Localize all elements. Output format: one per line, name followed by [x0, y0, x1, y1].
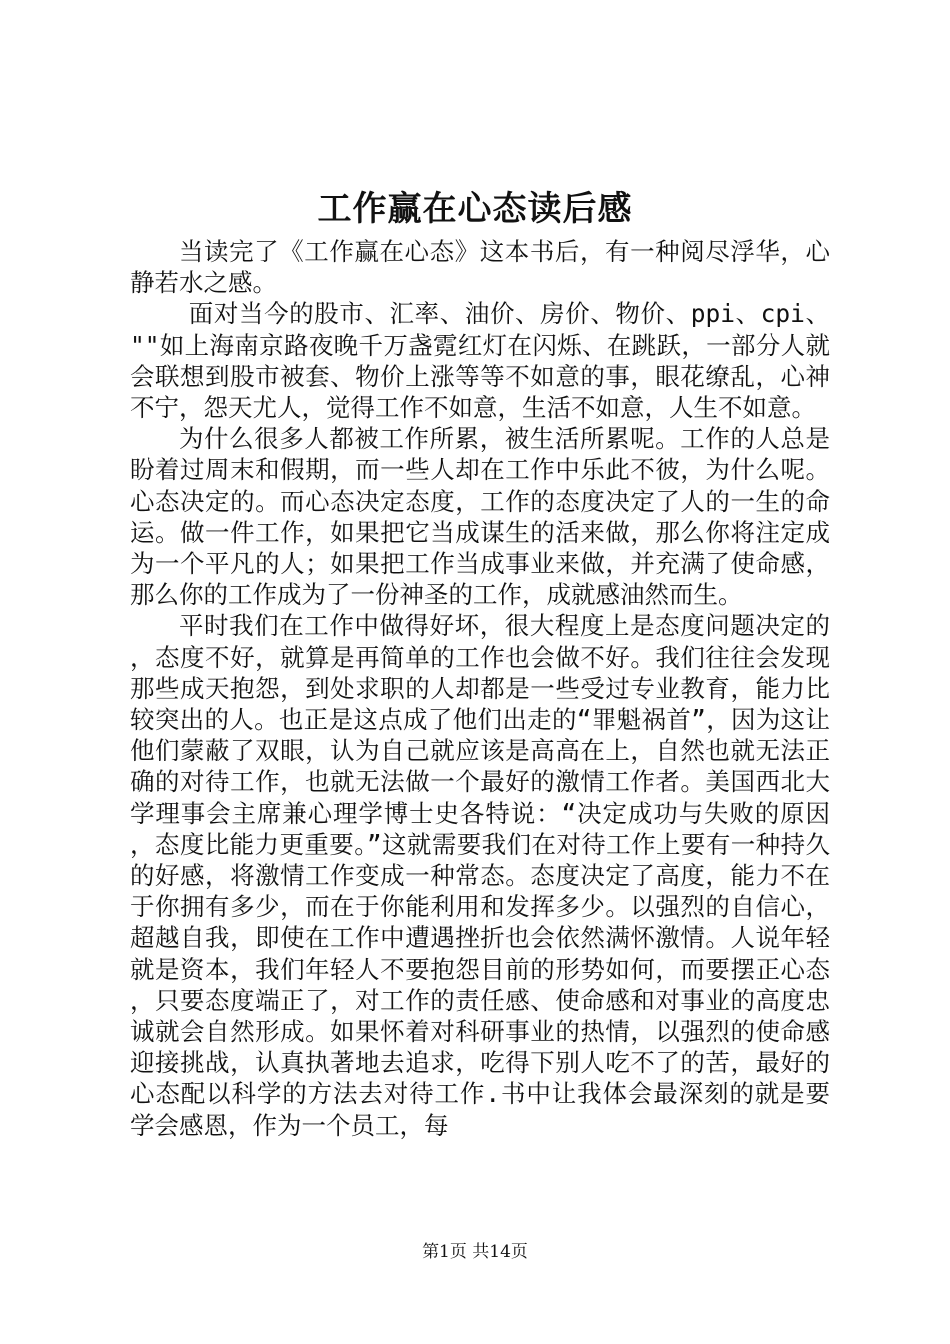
paragraph: 当读完了《工作赢在心态》这本书后，有一种阅尽浮华，心静若水之感。: [130, 237, 830, 298]
paragraph: 平时我们在工作中做得好坏，很大程度上是态度问题决定的，态度不好，就算是再简单的工作也会做不好。我们往往会发现那些成天抱怨，到处求职的人却都是一些受过专业教育，能力比较突出的人。也正是这点成了他们出走的“罪魁祸首”，因为这让他们蒙蔽了双眼，认为自己就应该是高高在上，自然也就无法正确的对待工作，也就无法做一个最好的激情工作者。美国西北大学理事会主席兼心理学博士史各特说：“决定成功与失败的原因，态度比能力更重要。”这就需要我们在对待工作上要有一种持久的好感，将激情工作变成一种常态。态度决定了高度，能力不在于你拥有多少，而在于你能利用和发挥多少。以强烈的自信心，超越自我，即使在工作中遭遇挫折也会依然满怀激情。人说年轻就是资本，我们年轻人不要抱怨目前的形势如何，而要摆正心态，只要态度端正了，对工作的责任感、使命感和对事业的高度忠诚就会自然形成。如果怀着对科研事业的热情，以强烈的使命感迎接挑战，认真执著地去追求，吃得下别人吃不了的苦，最好的心态配以科学的方法去对待工作.书中让我体会最深刻的就是要学会感恩，作为一个员工，每: [130, 611, 830, 1140]
paragraph: 面对当今的股市、汇率、油价、房价、物价、ppi、cpi、""如上海南京路夜晚千万盏霓红灯在闪烁、在跳跃，一部分人就会联想到股市被套、物价上涨等等不如意的事，眼花缭乱，心神不宁，怨天尤人，觉得工作不如意，生活不如意，人生不如意。: [130, 299, 830, 423]
page-number: 第1页 共14页: [422, 1242, 528, 1262]
document-body: [130, 236, 830, 1141]
document-title: 工作赢在心态读后感: [317, 189, 633, 229]
paragraph: 为什么很多人都被工作所累，被生活所累呢。工作的人总是盼着过周末和假期，而一些人却在工作中乐此不彼，为什么呢。心态决定的。而心态决定态度，工作的态度决定了人的一生的命运。做一件工作，如果把它当成谋生的活来做，那么你将注定成为一个平凡的人；如果把工作当成事业来做，并充满了使命感，那么你的工作成为了一份神圣的工作，成就感油然而生。: [130, 424, 830, 610]
